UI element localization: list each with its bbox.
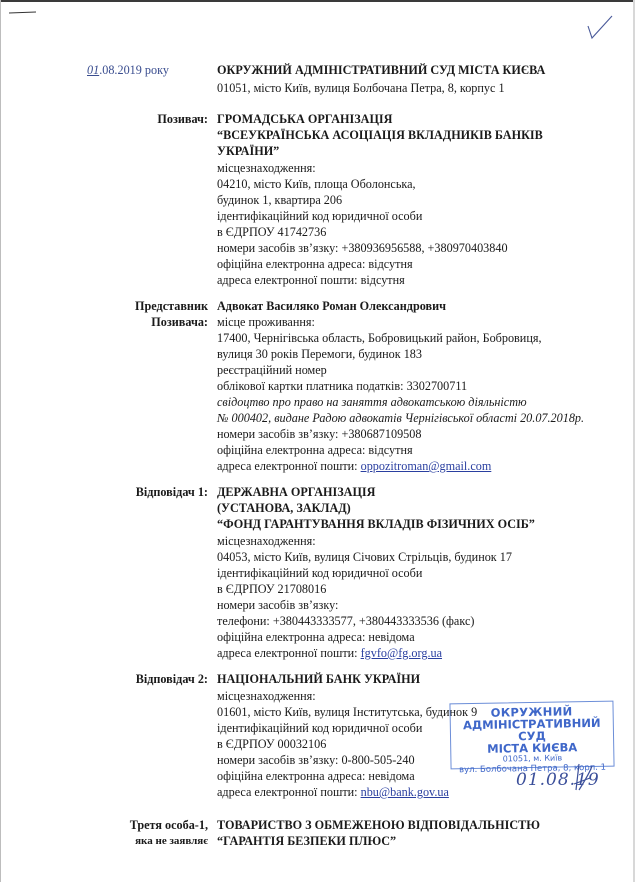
representative-email-link[interactable]: oppozitroman@gmail.com — [360, 459, 492, 473]
defendant1-detail: в ЄДРПОУ 21708016 — [217, 582, 327, 596]
representative-email-line — [217, 458, 491, 474]
defendant1-detail: місцезнаходження: — [217, 534, 316, 548]
plaintiff-name-line: “ВСЕУКРАЇНСЬКА АСОЦІАЦІЯ ВКЛАДНИКІВ БАНКІВ — [217, 128, 543, 142]
representative-detail: номери засобів зв’язку: +380687109508 — [217, 427, 422, 441]
plaintiff-detail: 04210, місто Київ, площа Оболонська, — [217, 177, 416, 191]
third-party-label: Третя особа-1, — [129, 818, 208, 832]
defendant2-detail: номери засобів зв’язку: 0-800-505-240 — [217, 753, 415, 767]
stamp-line: МІСТА КИЄВА — [487, 740, 578, 756]
third-party-name-line: “ГАРАНТІЯ БЕЗПЕКИ ПЛЮС” — [217, 834, 397, 848]
defendant2-detail: офіційна електронна адреса: невідома — [217, 769, 415, 783]
representative-detail: вулиця 30 років Перемоги, будинок 183 — [217, 347, 422, 361]
defendant1-email-link[interactable]: fgvfo@fg.org.ua — [360, 646, 443, 660]
stamp-line: АДМІНІСТРАТИВНИЙ СУД — [462, 715, 601, 744]
stamp-line: вул. Болбочана Петра, 8, корп. 1 — [459, 762, 607, 776]
plaintiff-name-line: УКРАЇНИ” — [217, 144, 280, 158]
representative-detail: офіційна електронна адреса: відсутня — [217, 443, 413, 457]
email-prefix: адреса електронної пошти: — [217, 646, 361, 660]
defendant2-name: НАЦІОНАЛЬНИЙ БАНК УКРАЇНИ — [217, 672, 421, 686]
defendant2-email-link[interactable]: nbu@bank.gov.ua — [360, 785, 449, 799]
defendant1-detail: офіційна електронна адреса: невідома — [217, 630, 415, 644]
plaintiff-detail: номери засобів зв’язку: +380936956588, +380970403840 — [217, 241, 508, 255]
email-prefix: адреса електронної пошти: — [217, 785, 361, 799]
defendant2-email-line — [217, 784, 449, 800]
representative-certificate: № 000402, видане Радою адвокатів Чернігівської області 20.07.2018р. — [217, 411, 585, 425]
signature-icon — [570, 760, 600, 794]
defendant1-name-line: ДЕРЖАВНА ОРГАНІЗАЦІЯ — [217, 485, 376, 499]
pen-mark — [9, 12, 36, 14]
defendant1-detail: номери засобів зв’язку: — [217, 598, 339, 612]
defendant2-label: Відповідач 2: — [135, 672, 208, 686]
defendant1-name-line: “ФОНД ГАРАНТУВАННЯ ВКЛАДІВ ФІЗИЧНИХ ОСІБ” — [217, 517, 535, 531]
plaintiff-detail: адреса електронної пошти: відсутня — [217, 273, 405, 287]
representative-detail: місце проживання: — [217, 315, 315, 329]
plaintiff-name-line: ГРОМАДСЬКА ОРГАНІЗАЦІЯ — [217, 112, 393, 126]
third-party-label: яка не заявляє — [135, 835, 208, 847]
email-prefix: адреса електронної пошти: — [217, 459, 361, 473]
plaintiff-detail: будинок 1, квартира 206 — [217, 193, 343, 207]
representative-name: Адвокат Василяко Роман Олександрович — [217, 299, 447, 313]
plaintiff-detail: в ЄДРПОУ 41742736 — [217, 225, 327, 239]
representative-label: Позивача: — [151, 315, 208, 329]
representative-detail: реєстраційний номер — [217, 363, 327, 377]
plaintiff-detail: місцезнаходження: — [217, 161, 316, 175]
court-name: ОКРУЖНИЙ АДМІНІСТРАТИВНИЙ СУД МІСТА КИЄВА — [217, 63, 546, 77]
scan-left-edge — [0, 0, 1, 882]
defendant1-detail: 04053, місто Київ, вулиця Січових Стрільців, будинок 17 — [217, 550, 512, 564]
defendant1-name-line: (УСТАНОВА, ЗАКЛАД) — [217, 501, 351, 515]
stamp-line: ОКРУЖНИЙ — [490, 704, 573, 720]
defendant1-email-line — [217, 645, 442, 661]
defendant2-detail: в ЄДРПОУ 00032106 — [217, 737, 327, 751]
date-rest: .08.2019 року — [99, 63, 169, 77]
defendant1-detail: ідентифікаційний код юридичної особи — [217, 566, 423, 580]
defendant2-detail: місцезнаходження: — [217, 689, 316, 703]
checkmark-icon — [585, 14, 615, 40]
representative-detail: облікової картки платника податків: 3302700711 — [217, 379, 468, 393]
plaintiff-detail: офіційна електронна адреса: відсутня — [217, 257, 413, 271]
stamp-line: 01051, м. Київ — [502, 753, 563, 764]
plaintiff-detail: ідентифікаційний код юридичної особи — [217, 209, 423, 223]
representative-certificate: свідоцтво про право на заняття адвокатською діяльністю — [217, 395, 527, 409]
date-handwritten-day: 01 — [87, 63, 100, 77]
representative-label: Представник — [135, 299, 208, 313]
plaintiff-label: Позивач: — [157, 112, 208, 126]
defendant2-detail: ідентифікаційний код юридичної особи — [217, 721, 423, 735]
defendant1-label: Відповідач 1: — [135, 485, 208, 499]
stamp-handwritten-date: 01.08.19 — [516, 770, 600, 790]
court-address: 01051, місто Київ, вулиця Болбочана Петра, 8, корпус 1 — [217, 81, 505, 95]
representative-detail: 17400, Чернігівська область, Бобровицький район, Бобровиця, — [217, 331, 542, 345]
third-party-name-line: ТОВАРИСТВО З ОБМЕЖЕНОЮ ВІДПОВІДАЛЬНІСТЮ — [217, 818, 540, 832]
document-date — [87, 63, 169, 78]
defendant2-detail: 01601, місто Київ, вулиця Інститутська, будинок 9 — [217, 705, 478, 719]
defendant1-detail: телефони: +380443333577, +380443333536 (факс) — [217, 614, 475, 628]
scan-top-edge — [0, 0, 635, 2]
